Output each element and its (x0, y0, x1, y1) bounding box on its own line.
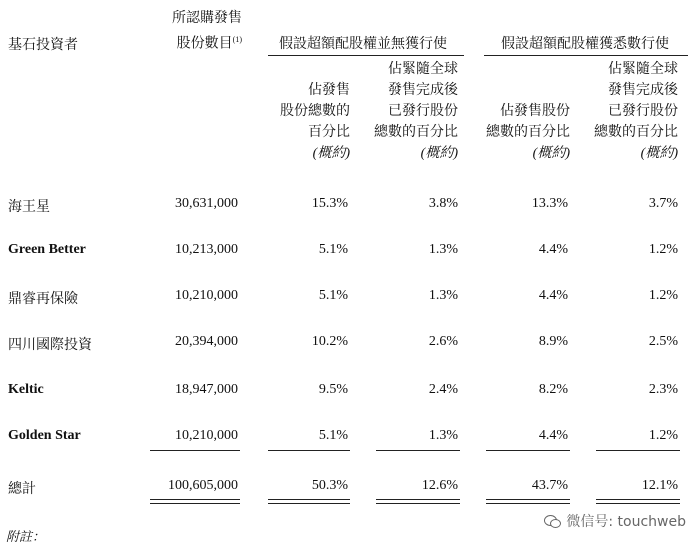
header-col-issued-pct-2 (578, 59, 678, 164)
header-col4-l1: 佔緊隨全球 (388, 62, 458, 77)
pct-cell-4: 1.2% (648, 288, 678, 303)
shares-cell: 10,213,000 (175, 242, 238, 257)
pct-cell-4: 3.7% (648, 196, 678, 211)
total-c4: 12.1% (641, 478, 678, 493)
header-shares (150, 8, 242, 55)
pct-cell-1: 15.3% (311, 196, 348, 211)
shares-cell: 18,947,000 (175, 382, 238, 397)
header-col4-l4: 總數的百分比 (374, 125, 458, 140)
shares-cell: 20,394,000 (175, 334, 238, 349)
header-col-issued-pct-1 (358, 59, 458, 164)
pct-cell-1: 5.1% (318, 288, 348, 303)
investor-name: 四川國際投資 (8, 338, 92, 353)
header-col5-l1: 佔發售股份 (500, 104, 570, 119)
subtotal-rule-shares (150, 450, 240, 451)
pct-cell-1: 10.2% (311, 334, 348, 349)
subtotal-rule-c3 (486, 450, 570, 451)
shares-cell: 10,210,000 (175, 288, 238, 303)
pct-cell-3: 4.4% (538, 242, 568, 257)
pct-cell-3: 4.4% (538, 428, 568, 443)
pct-cell-1: 5.1% (318, 242, 348, 257)
pct-cell-3: 4.4% (538, 288, 568, 303)
investor-name: 海王星 (8, 200, 50, 215)
pct-cell-2: 1.3% (428, 428, 458, 443)
subtotal-rule-c2 (376, 450, 460, 451)
pct-cell-4: 1.2% (648, 428, 678, 443)
investor-name: Green Better (8, 242, 86, 257)
header-col6-l4: 總數的百分比 (594, 125, 678, 140)
total-double-rule-c4 (596, 499, 680, 504)
header-shares-line1: 所認購發售 (172, 11, 242, 26)
subtotal-rule-c1 (268, 450, 350, 451)
header-group-fully-exercised: 假設超額配股權獲悉數行使 (501, 37, 669, 52)
pct-cell-1: 9.5% (318, 382, 348, 397)
shares-cell: 30,631,000 (175, 196, 238, 211)
investor-name: 鼎睿再保險 (8, 292, 78, 307)
header-col3-approx: (概約) (312, 146, 350, 161)
pct-cell-4: 2.3% (648, 382, 678, 397)
pct-cell-4: 1.2% (648, 242, 678, 257)
header-col3-l1: 佔發售 (308, 83, 350, 98)
pct-cell-2: 3.8% (428, 196, 458, 211)
header-shares-line2-text: 股份數目 (176, 36, 233, 52)
total-c3: 43.7% (531, 478, 568, 493)
header-col6-l2: 發售完成後 (608, 83, 678, 98)
header-col4-l2: 發售完成後 (388, 83, 458, 98)
group1-rule (268, 55, 464, 56)
investor-name: Golden Star (8, 428, 81, 443)
total-double-rule-shares (150, 499, 240, 504)
pct-cell-1: 5.1% (318, 428, 348, 443)
total-double-rule-c3 (486, 499, 570, 504)
header-shares-line2 (150, 29, 242, 55)
pct-cell-3: 8.9% (538, 334, 568, 349)
total-double-rule-c2 (376, 499, 460, 504)
pct-cell-2: 2.4% (428, 382, 458, 397)
group2-rule (484, 55, 688, 56)
header-col6-l3: 已發行股份 (608, 104, 678, 119)
total-shares: 100,605,000 (168, 478, 238, 493)
header-group-not-exercised: 假設超額配股權並無獲行使 (279, 37, 447, 52)
header-col3-l3: 百分比 (308, 125, 350, 140)
header-col5-l2: 總數的百分比 (486, 125, 570, 140)
header-col6-l1: 佔緊隨全球 (608, 62, 678, 77)
header-col-offer-pct-1 (262, 80, 350, 164)
watermark (544, 511, 686, 531)
pct-cell-2: 1.3% (428, 242, 458, 257)
pct-cell-2: 2.6% (428, 334, 458, 349)
pct-cell-4: 2.5% (648, 334, 678, 349)
pct-cell-3: 13.3% (531, 196, 568, 211)
header-col3-l2: 股份總數的 (280, 104, 350, 119)
header-shares-footnote: (1) (232, 35, 242, 44)
shares-cell: 10,210,000 (175, 428, 238, 443)
total-double-rule-c1 (268, 499, 350, 504)
wechat-icon (544, 514, 562, 529)
header-col4-approx: (概約) (420, 146, 458, 161)
footnote-label: 附註： (6, 529, 46, 544)
pct-cell-3: 8.2% (538, 382, 568, 397)
watermark-text: 微信号: touchweb (566, 514, 686, 530)
header-investor: 基石投資者 (8, 38, 78, 53)
pct-cell-2: 1.3% (428, 288, 458, 303)
total-c1: 50.3% (311, 478, 348, 493)
total-c2: 12.6% (421, 478, 458, 493)
header-col5-approx: (概約) (532, 146, 570, 161)
subtotal-rule-c4 (596, 450, 680, 451)
header-col-offer-pct-2 (470, 101, 570, 164)
header-col6-approx: (概約) (640, 146, 678, 161)
header-col4-l3: 已發行股份 (388, 104, 458, 119)
investor-name: Keltic (8, 382, 44, 397)
total-label: 總計 (8, 482, 36, 497)
